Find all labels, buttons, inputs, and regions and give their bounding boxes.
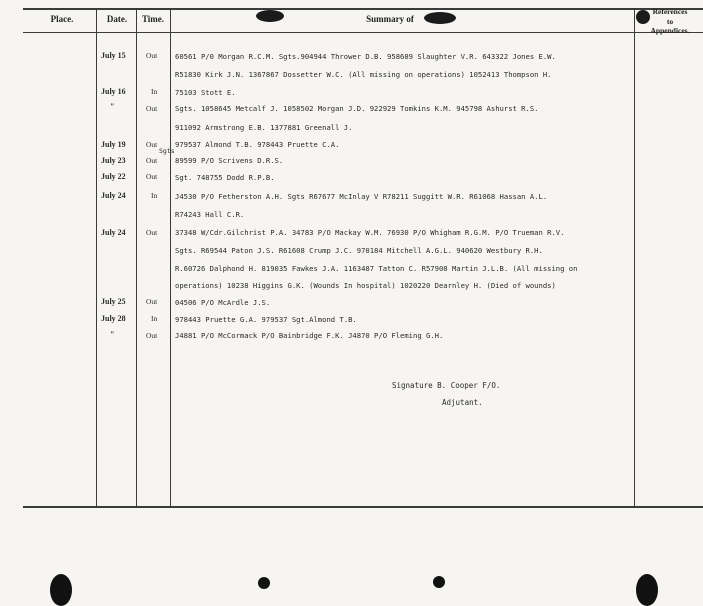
- entry-time: Out: [146, 51, 158, 60]
- entry-time: In: [151, 191, 158, 200]
- header-date: Date.: [106, 14, 128, 24]
- col-divider-date: [136, 8, 137, 506]
- entry-line: 37348 W/Cdr.Gilchrist P.A. 34783 P/O Mackay W.M. 76930 P/O Whigham R.G.M. P/O Trueman R.V.: [175, 228, 565, 237]
- entry-line: 979537 Almond T.B. 978443 Pruette C.A.: [175, 140, 340, 149]
- entry-date: July 19: [101, 140, 126, 149]
- entry-line: 60561 P/0 Morgan R.C.M. Sgts.904944 Thrower D.B. 958689 Slaughter V.R. 643322 Jones E.W.: [175, 52, 556, 61]
- ink-blot: [256, 10, 284, 22]
- header-summary: Summary of: [366, 14, 414, 24]
- punch-hole: [433, 576, 445, 588]
- entry-line: 75103 Stott E.: [175, 88, 236, 97]
- entry-line: 04506 P/O McArdle J.S.: [175, 298, 271, 307]
- entry-date: ": [110, 102, 115, 111]
- entry-line: 978443 Pruette G.A. 979537 Sgt.Almond T.B.: [175, 315, 357, 324]
- entry-time: In: [151, 314, 158, 323]
- entry-date: July 25: [101, 297, 126, 306]
- entry-line: 89599 P/O Scrivens D.R.S.: [175, 156, 284, 165]
- col-divider-summary: [634, 8, 635, 506]
- entry-date: July 22: [101, 172, 126, 181]
- entry-date: July 16: [101, 87, 126, 96]
- entry-line: R74243 Hall C.R.: [175, 210, 245, 219]
- header-time: Time.: [141, 14, 165, 24]
- ink-blot: [636, 10, 650, 24]
- entry-line: Sgt. 748755 Dodd R.P.B.: [175, 173, 275, 182]
- entry-time: Out: [146, 104, 158, 113]
- entry-time: Out: [146, 156, 158, 165]
- entry-time: Out: [146, 331, 158, 340]
- entry-line: J4881 P/O McCormack P/O Bainbridge F.K. J4870 P/O Fleming G.H.: [175, 331, 444, 340]
- entry-date: ": [110, 330, 115, 339]
- header-references-2: to: [666, 17, 674, 26]
- entry-line: R.60726 Dalphond H. 819035 Fawkes J.A. 1163487 Tatton C. R57908 Martin J.L.B. (All missing on: [175, 264, 578, 273]
- entry-date: July 23: [101, 156, 126, 165]
- header-place: Place.: [50, 14, 74, 24]
- sgts-annotation: Sgts: [159, 147, 175, 155]
- entry-date: July 28: [101, 314, 126, 323]
- signature-line: Signature B. Cooper F/O.: [392, 381, 501, 390]
- entry-line: J4530 P/O Fetherston A.H. Sgts R67677 McInlay V R78211 Suggitt W.R. R61068 Hassan A.L.: [175, 192, 548, 201]
- header-rule: [23, 32, 703, 33]
- punch-hole: [636, 574, 658, 606]
- top-rule: [23, 8, 703, 10]
- entry-time: In: [151, 87, 158, 96]
- entry-date: July 24: [101, 191, 126, 200]
- signature-title: Adjutant.: [442, 398, 483, 407]
- punch-hole: [50, 574, 72, 606]
- entry-line: 911092 Armstrong E.B. 1377881 Greenall J.: [175, 123, 353, 132]
- ink-blot: [424, 12, 456, 24]
- entry-line: operations) 10238 Higgins G.K. (Wounds In hospital) 1020220 Dearnley H. (Died of wounds): [175, 281, 556, 290]
- entry-time: Out: [146, 172, 158, 181]
- entry-date: July 15: [101, 51, 126, 60]
- header-references-1: References: [652, 7, 688, 16]
- punch-hole: [258, 577, 270, 589]
- col-divider-time: [170, 8, 171, 506]
- header-references-3: Appendices.: [650, 26, 690, 35]
- col-divider-place: [96, 8, 97, 506]
- entry-line: Sgts. R69544 Paton J.S. R61608 Crump J.C. 970184 Mitchell A.G.L. 940620 Westbury R.H.: [175, 246, 543, 255]
- entry-time: Out: [146, 297, 158, 306]
- bottom-rule: [23, 506, 703, 508]
- entry-line: R51830 Kirk J.N. 1367867 Dossetter W.C. (All missing on operations) 1052413 Thompson H.: [175, 70, 552, 79]
- entry-time: Out: [146, 228, 158, 237]
- entry-line: Sgts. 1058645 Metcalf J. 1058502 Morgan J.D. 922929 Tomkins K.M. 945798 Ashurst R.S.: [175, 104, 539, 113]
- entry-date: July 24: [101, 228, 126, 237]
- entry-time: Out: [146, 140, 158, 149]
